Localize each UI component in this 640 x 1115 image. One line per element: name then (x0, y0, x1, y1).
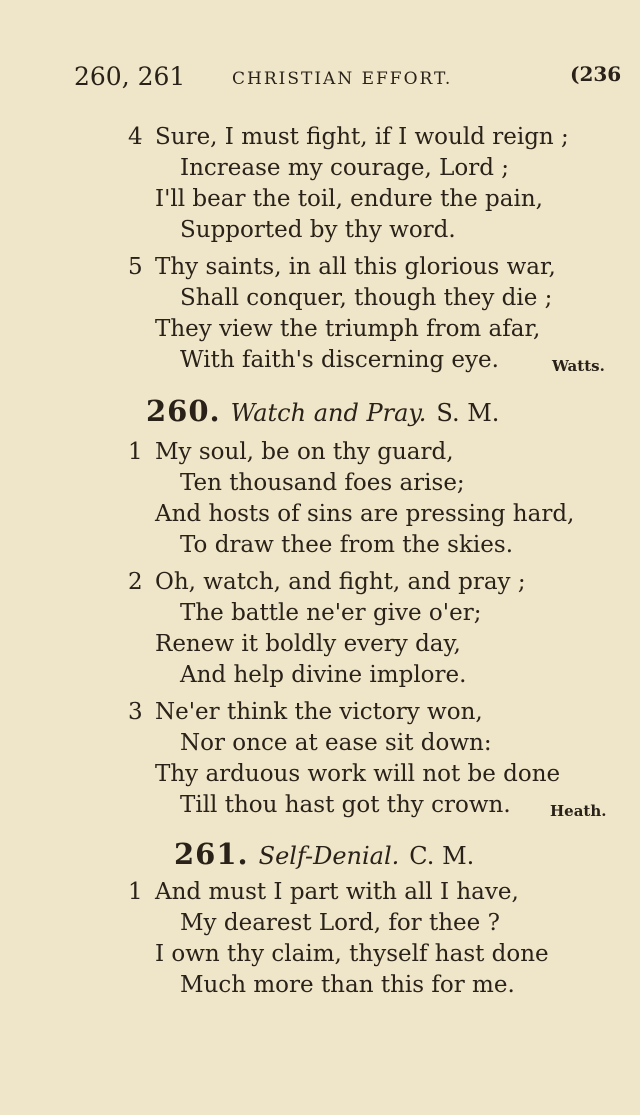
verse-line: My dearest Lord, for thee ? (180, 910, 500, 936)
author-attribution: Watts. (552, 357, 605, 375)
verse-line: And hosts of sins are pressing hard, (155, 501, 575, 527)
verse-line: Thy arduous work will not be done (155, 761, 561, 787)
stanza-number: 3 (128, 699, 143, 725)
running-title: CHRISTIAN EFFORT. (232, 69, 453, 89)
stanza-number: 1 (128, 879, 143, 905)
verse-line: I own thy claim, thyself hast done (155, 941, 549, 967)
page-header (74, 62, 622, 96)
verse-line: The battle ne'er give o'er; (180, 600, 482, 626)
verse-line: Sure, I must fight, if I would reign ; (155, 124, 569, 150)
verse-line: And help divine implore. (180, 662, 467, 688)
hymn-261-heading (174, 837, 474, 871)
stanza-number: 2 (128, 569, 143, 595)
verse-line: Till thou hast got thy crown. (180, 792, 511, 818)
hymn-meter: S. M. (436, 399, 500, 427)
verse-line: Shall conquer, though they die ; (180, 285, 553, 311)
verse-line: Ten thousand foes arise; (180, 470, 465, 496)
verse-line: To draw thee from the skies. (180, 532, 514, 558)
verse-line: I'll bear the toil, endure the pain, (155, 186, 543, 212)
verse-line: Nor once at ease sit down: (180, 730, 492, 756)
stanza-number: 5 (128, 254, 143, 280)
verse-line: Supported by thy word. (180, 217, 456, 243)
verse-line: With faith's discerning eye. (180, 347, 499, 373)
hymn-title: Self-Denial. (258, 842, 400, 870)
verse-line: Thy saints, in all this glorious war, (155, 254, 556, 280)
hymn-number: 260. (146, 394, 221, 428)
hymn-number: 261. (174, 837, 249, 871)
hymn-meter: C. M. (409, 842, 475, 870)
verse-line: My soul, be on thy guard, (155, 439, 454, 465)
stanza-number: 1 (128, 439, 143, 465)
verse-line: Much more than this for me. (180, 972, 515, 998)
stanza-number: 4 (128, 124, 143, 150)
hymn-260-heading (146, 394, 499, 428)
verse-line: Renew it boldly every day, (155, 631, 461, 657)
header-hymn-numbers: 260, 261 (74, 62, 186, 91)
verse-line: They view the triumph from afar, (155, 316, 541, 342)
verse-line: Oh, watch, and fight, and pray ; (155, 569, 526, 595)
hymn-title: Watch and Pray. (230, 399, 427, 427)
verse-line: Increase my courage, Lord ; (180, 155, 510, 181)
author-attribution: Heath. (550, 802, 607, 820)
verse-line: Ne'er think the victory won, (155, 699, 483, 725)
verse-line: And must I part with all I have, (155, 879, 519, 905)
page-number: (236 (570, 62, 622, 86)
